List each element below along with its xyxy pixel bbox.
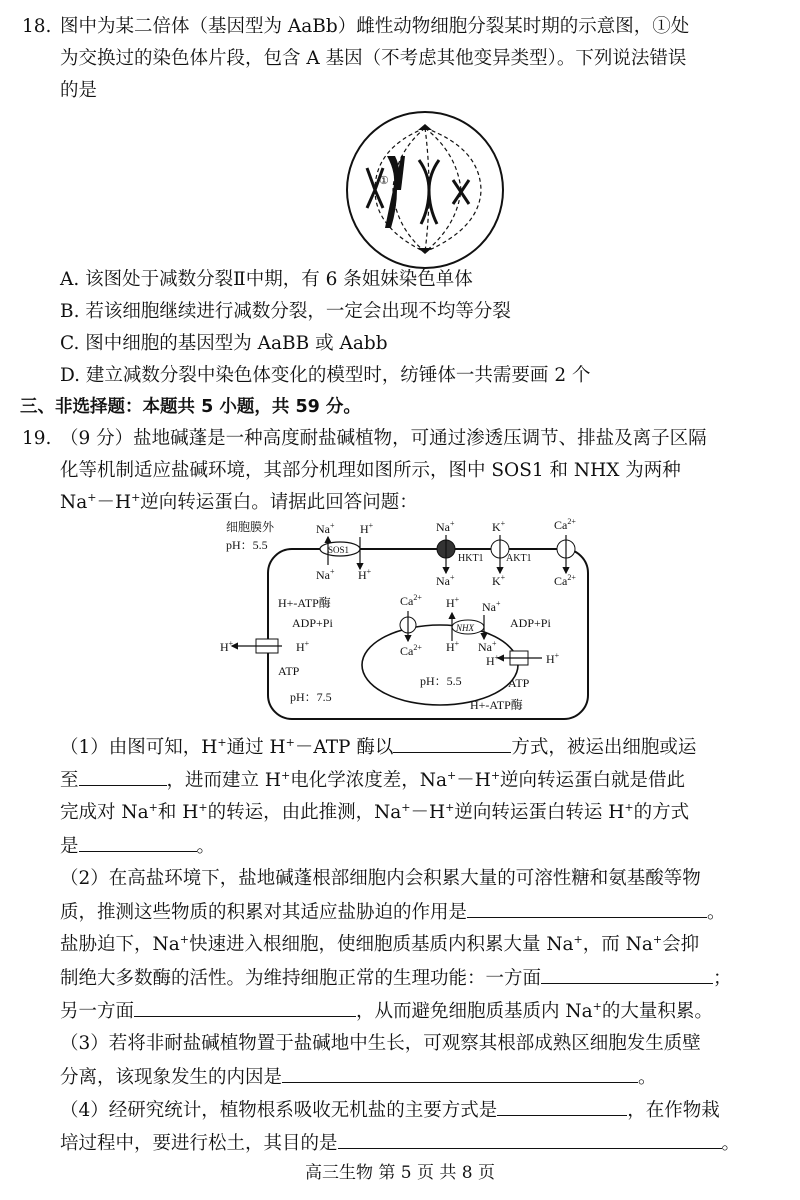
sos1-h-bottom: H+ <box>358 567 372 582</box>
p1-line3: 完成对 Na+和 H+的转运，由此推测，Na+－H+逆向转运蛋白转运 H+的方式 <box>60 800 690 823</box>
hkt1-na-top: Na+ <box>436 519 455 534</box>
nhx-h-top: H+ <box>446 595 460 610</box>
nhx-na-bottom: Na+ <box>478 639 497 654</box>
p4-line1: （4）经研究统计，植物根系吸收无机盐的主要方式是 ，在作物栽 <box>60 1097 720 1124</box>
label-adp-right: ADP+Pi <box>510 616 551 630</box>
p2-line4: 制绝大多数酶的活性。为维持细胞正常的生理功能：一方面 ； <box>60 965 732 992</box>
label-outside: 细胞膜外 <box>226 520 275 534</box>
q18-option-b: B. 若该细胞继续进行减数分裂，一定会出现不均等分裂 <box>60 301 511 322</box>
q19-stem-line1: （9 分）盐地碱蓬是一种高度耐盐碱植物，可通过渗透压调节、排盐及离子区隔 <box>60 428 707 449</box>
nhx-h-bottom: H+ <box>446 639 460 654</box>
sos1-na-top: Na+ <box>316 521 335 536</box>
answer-blank-4[interactable] <box>467 899 707 918</box>
svg-text:AKT1: AKT1 <box>506 553 532 564</box>
p2-line2: 质，推测这些物质的积累对其适应盐胁迫的作用是 。 <box>60 899 726 926</box>
akt1-k-top: K+ <box>492 519 506 534</box>
chromosome-4 <box>453 180 469 204</box>
q18-option-c: C. 图中细胞的基因型为 AaBB 或 Aabb <box>60 333 388 354</box>
answer-blank-1[interactable] <box>393 734 511 753</box>
p3-line1: （3）若将非耐盐碱植物置于盐碱地中生长，可观察其根部成熟区细胞发生质壁 <box>60 1033 701 1054</box>
p1-line2: 至 ，进而建立 H+电化学浓度差，Na+－H+逆向转运蛋白就是借此 <box>60 768 686 791</box>
akt1-k-bottom: K+ <box>492 573 506 588</box>
p1-line1: （1）由图可知，H+通过 H+－ATP 酶以 方式，被运出细胞或运 <box>60 735 697 758</box>
answer-blank-7[interactable] <box>282 1064 638 1083</box>
svg-text:HKT1: HKT1 <box>458 553 484 564</box>
q19-stem-line3: Na+－H+逆向转运蛋白。请据此回答问题： <box>60 490 418 513</box>
chromosome-1 <box>367 168 383 208</box>
ion-transport-diagram <box>220 515 600 725</box>
p4-line2: 培过程中，要进行松土，其目的是 。 <box>60 1130 740 1157</box>
h-out-left: H+ <box>220 639 234 654</box>
svg-text:SOS1: SOS1 <box>328 545 350 555</box>
q18-number: 18. <box>22 16 52 37</box>
q18-stem-line2: 为交换过的染色体片段，包含 A 基因（不考虑其他变异类型）。下列说法错误 <box>60 48 687 69</box>
answer-blank-5[interactable] <box>541 965 713 984</box>
chromosome-3 <box>419 160 439 224</box>
label-ph-cytoplasm: pH：7.5 <box>290 690 332 704</box>
h-vac-left: H+ <box>486 653 500 668</box>
q18-stem-line3: 的是 <box>60 80 98 101</box>
nhx-na-top: Na+ <box>482 599 501 614</box>
label-adp-left: ADP+Pi <box>292 616 333 630</box>
label-h-atpase-membrane: H+-ATP酶 <box>278 596 331 610</box>
q18-stem-line1: 图中为某二倍体（基因型为 AaBb）雌性动物细胞分裂某时期的示意图，①处 <box>60 16 690 37</box>
section-3-header: 三、非选择题：本题共 5 小题，共 59 分。 <box>20 397 361 417</box>
p2-line5: 另一方面 ，从而避免细胞质基质内 Na+的大量积累。 <box>60 999 713 1022</box>
label-ph-vacuole: pH：5.5 <box>420 674 462 688</box>
q18-option-a: A. 该图处于减数分裂Ⅱ中期，有 6 条姐妹染色单体 <box>60 269 473 290</box>
ca-vac-bottom: $Ca^{2+}$ <box>400 643 422 658</box>
chromosome-2-black <box>385 156 405 228</box>
p2-line3: 盐胁迫下，Na+快速进入根细胞，使细胞质基质内积累大量 Na+，而 Na+会抑 <box>60 932 700 955</box>
h-vac-right: H+ <box>546 651 560 666</box>
p3-line2: 分离，该现象发生的内因是 。 <box>60 1064 657 1091</box>
svg-text:NHX: NHX <box>456 623 474 633</box>
label-ph-outside: pH：5.5 <box>226 538 268 552</box>
label-atp-left: ATP <box>278 664 300 678</box>
ca-vac-top: $Ca^{2+}$ <box>400 593 422 608</box>
q18-option-d: D. 建立减数分裂中染色体变化的模型时，纺锤体一共需要画 2 个 <box>60 365 591 386</box>
q19-number: 19. <box>22 428 52 449</box>
answer-blank-3[interactable] <box>79 833 197 852</box>
sos1-h-top: H+ <box>360 521 374 536</box>
label-h-atpase-vacuole: H+-ATP酶 <box>470 698 523 712</box>
sos1-na-bottom: Na+ <box>316 567 335 582</box>
q19-stem-line2: 化等机制适应盐碱环境，其部分机理如图所示，图中 SOS1 和 NHX 为两种 <box>60 460 681 481</box>
hkt1-na-bottom: Na+ <box>436 573 455 588</box>
h-in-left: H+ <box>296 639 310 654</box>
answer-blank-8[interactable] <box>497 1097 627 1116</box>
crossover-marker: ① <box>379 175 389 187</box>
cell-division-figure <box>345 108 505 273</box>
answer-blank-6[interactable] <box>134 998 356 1017</box>
p1-line4: 是 。 <box>60 833 215 860</box>
p2-line1: （2）在高盐环境下，盐地碱蓬根部细胞内会积累大量的可溶性糖和氨基酸等物 <box>60 868 701 889</box>
page-footer: 高三生物 第 5 页 共 8 页 <box>304 1163 496 1183</box>
label-atp-right: ATP <box>508 676 530 690</box>
answer-blank-9[interactable] <box>338 1130 722 1149</box>
ca-top: $Ca^{2+}$ <box>554 517 576 532</box>
answer-blank-2[interactable] <box>79 767 167 786</box>
ca-bottom: $Ca^{2+}$ <box>554 573 576 588</box>
